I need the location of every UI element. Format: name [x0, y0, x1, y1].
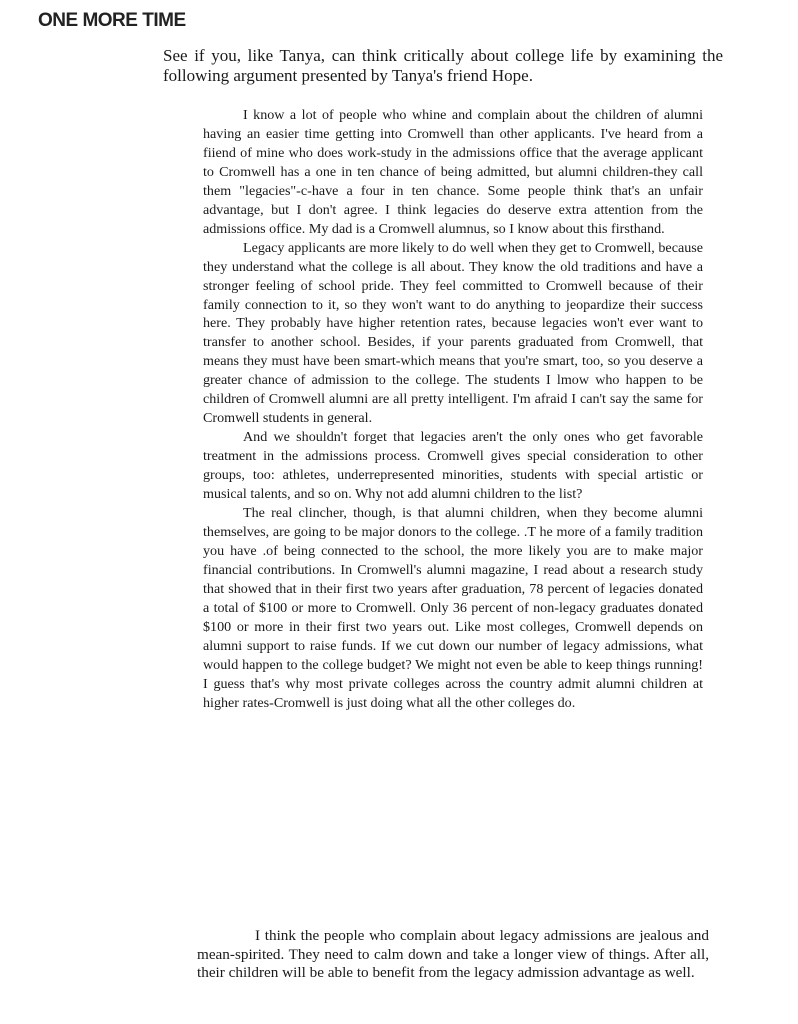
essay-paragraph: Legacy applicants are more likely to do well when they get to Cromwell, because they understand what the college is all about. They know the old traditions and have a stronger feeling of school pride. They feel committed to Cromwell because of their family connection to it, so they won't want to do anything to jeopardize their success here. They probably have higher retention rates, because legacies won't ever want to transfer to another school. Besides, if your parents graduated from Cromwell, that means they must have been smart-which means that you're smart, too, so you deserve a greater chance of admission to the college. The students I lmow who happen to be children of Cromwell alumni are all pretty intelligent. I'm afraid I can't say the same for Cromwell students in general.: [203, 239, 703, 427]
closing-paragraph: I think the people who complain about legacy admissions are jealous and mean-spirited. They need to calm down and take a longer view of things. After all, their children will be able to benefit from the legacy admission advantage as well.: [197, 927, 709, 982]
essay-paragraph: The real clincher, though, is that alumni children, when they become alumni themselves, are going to be major donors to the college. .T he more of a family tradition you have .of being connected to the school, the more likely you are to make major financial contributions. In Cromwell's alumni magazine, I read about a research study that showed that in their first two years after graduation, 78 percent of legacies donated a total of $100 or more to Cromwell. Only 36 percent of non-legacy graduates donated $100 or more in their first two years out. Like most colleges, Cromwell depends on alumni support to raise funds. If we cut down our number of legacy admissions, what would happen to the college budget? We might not even be able to keep things running! I guess that's why most private colleges across the country admit alumni children at higher rates-Cromwell is just doing what all the other colleges do.: [203, 505, 703, 711]
closing-paragraph-block: [197, 927, 709, 983]
section-heading: ONE MORE TIME: [38, 10, 186, 31]
essay-paragraph: I know a lot of people who whine and complain about the children of alumni having an easier time getting into Cromwell than other applicants. I've heard from a fiiend of mine who does work-study in the admissions office that the average applicant to Cromwell has a one in ten chance of being admitted, but alumni children-they call them "legacies"-c-have a four in ten chance. Some people think that's an unfair advantage, but I don't agree. I think legacies do deserve extra attention from the admissions office. My dad is a Cromwell alumnus, so I know about this firsthand.: [203, 107, 703, 237]
intro-paragraph: See if you, like Tanya, can think critically about college life by examining the following argument presented by Tanya's friend Hope.: [163, 46, 723, 85]
argument-essay: [203, 106, 703, 713]
essay-paragraph: And we shouldn't forget that legacies aren't the only ones who get favorable treatment in the admissions process. Cromwell gives special consideration to other groups, too: athletes, underrepresented minorities, students with special artistic or musical talents, and so on. Why not add alumni children to the list?: [203, 429, 703, 503]
